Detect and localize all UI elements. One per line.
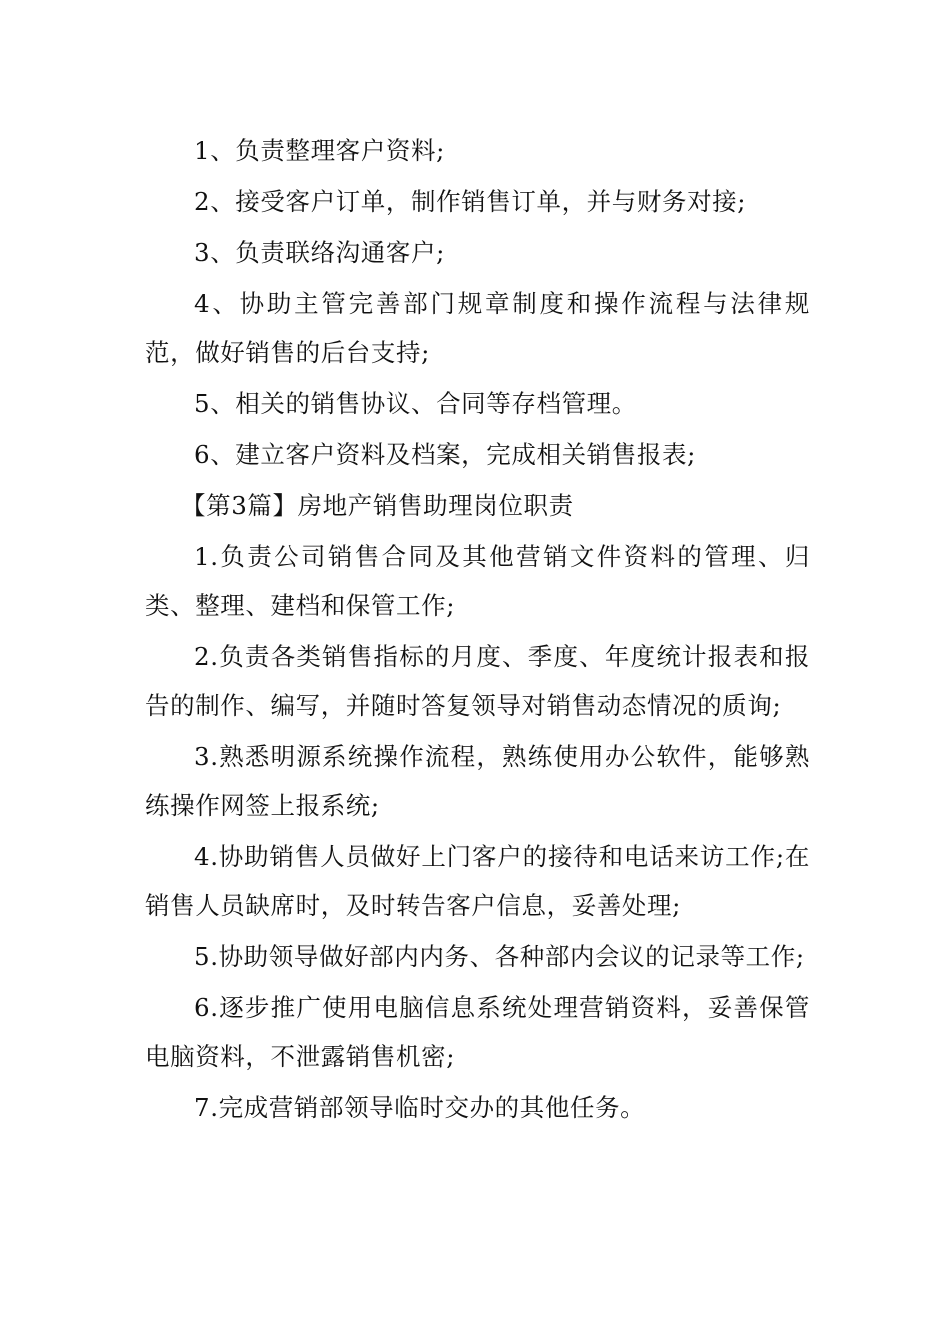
paragraph-6: 6、建立客户资料及档案，完成相关销售报表; [194,440,696,469]
paragraph-5: 5、相关的销售协议、合同等存档管理。 [194,389,637,418]
duty-item-7: 7.完成营销部领导临时交办的其他任务。 [194,1093,646,1122]
duty-item-2: 2.负责各类销售指标的月度、季度、年度统计报表和报告的制作、编写，并随时答复领导对销售动态情况的质询; [145,642,810,720]
paragraph-4: 4、协助主管完善部门规章制度和操作流程与法律规范，做好销售的后台支持; [145,289,810,367]
duty-item-6: 6.逐步推广使用电脑信息系统处理营销资料，妥善保管电脑资料，不泄露销售机密; [145,993,810,1071]
paragraph-3: 3、负责联络沟通客户; [194,238,445,267]
paragraph-2: 2、接受客户订单，制作销售订单，并与财务对接; [194,187,747,216]
duty-item-4: 4.协助销售人员做好上门客户的接待和电话来访工作;在销售人员缺席时，及时转告客户信息，妥善处理; [145,842,810,920]
duty-item-3: 3.熟悉明源系统操作流程，熟练使用办公软件，能够熟练操作网签上报系统; [145,742,810,820]
duty-item-5: 5.协助领导做好部内内务、各种部内会议的记录等工作; [194,942,805,971]
duty-item-1: 1.负责公司销售合同及其他营销文件资料的管理、归类、整理、建档和保管工作; [145,542,810,620]
section-heading: 【第3篇】房地产销售助理岗位职责 [181,491,574,520]
paragraph-1: 1、负责整理客户资料; [194,136,445,165]
document-page [145,126,810,1134]
